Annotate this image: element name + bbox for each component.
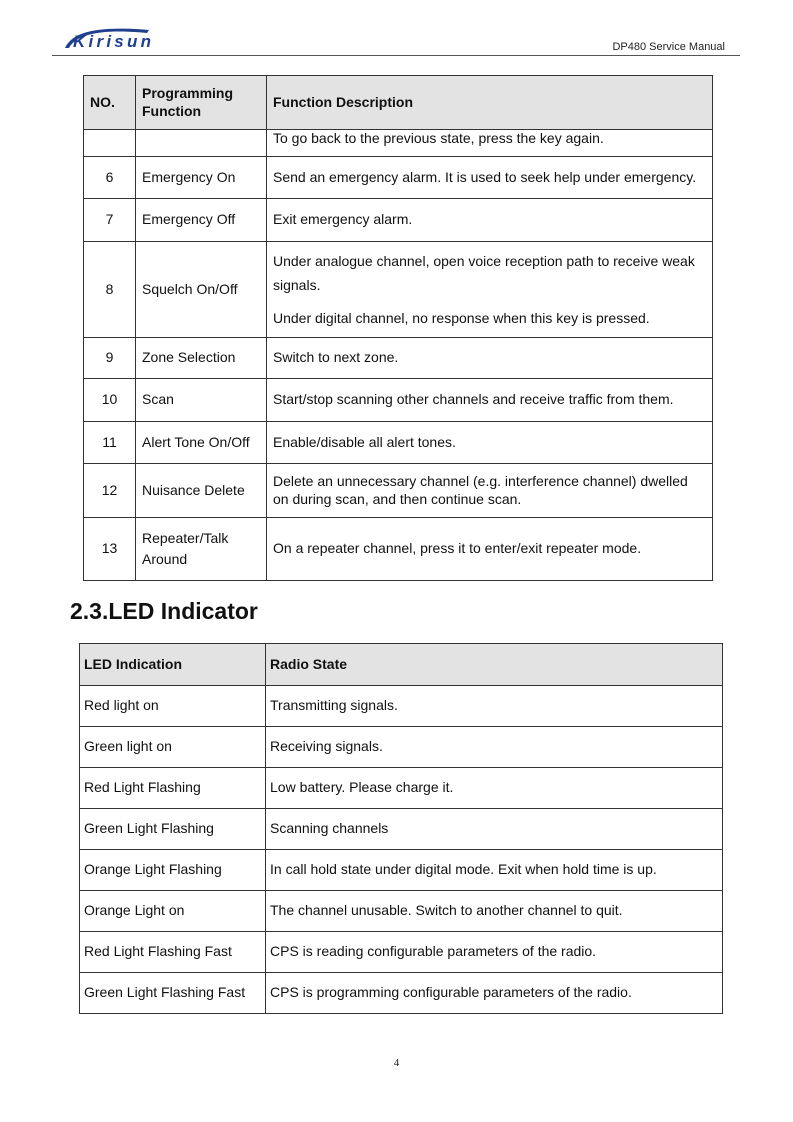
description-line: On a repeater channel, press it to enter/exit repeater mode. bbox=[273, 540, 642, 557]
cell-led-indication: Red Light Flashing bbox=[80, 768, 266, 809]
cell-description: To go back to the previous state, press the key again. bbox=[267, 130, 713, 157]
programming-function-table bbox=[83, 75, 713, 581]
cell-description bbox=[267, 379, 713, 422]
table-row bbox=[80, 686, 723, 727]
cell-function: Emergency Off bbox=[136, 199, 267, 242]
cell-description bbox=[267, 422, 713, 464]
cell-radio-state: Receiving signals. bbox=[266, 727, 723, 768]
cell-led-indication: Red Light Flashing Fast bbox=[80, 932, 266, 973]
table-row bbox=[84, 157, 713, 199]
description-line: Switch to next zone. bbox=[273, 349, 399, 366]
header-led-indication: LED Indication bbox=[80, 644, 266, 686]
table-header-row bbox=[84, 76, 713, 130]
page-number: 4 bbox=[393, 1057, 400, 1069]
table-row bbox=[80, 932, 723, 973]
description-line: Start/stop scanning other channels and receive traffic from them. bbox=[273, 391, 674, 408]
cell-radio-state: Low battery. Please charge it. bbox=[266, 768, 723, 809]
header-radio-state: Radio State bbox=[266, 644, 723, 686]
table-row bbox=[80, 727, 723, 768]
table-row bbox=[84, 242, 713, 338]
cell-no: 9 bbox=[84, 338, 136, 379]
description-line: Enable/disable all alert tones. bbox=[273, 433, 456, 450]
led-indicator-table bbox=[79, 643, 723, 1014]
cell-led-indication: Green Light Flashing bbox=[80, 809, 266, 850]
table-row bbox=[84, 199, 713, 242]
continuation-row bbox=[84, 130, 713, 157]
cell-function: Repeater/Talk Around bbox=[136, 518, 267, 581]
cell-no bbox=[84, 130, 136, 157]
description-line: Under analogue channel, open voice reception path to receive weak signals. bbox=[273, 253, 695, 293]
cell-no: 10 bbox=[84, 379, 136, 422]
cell-radio-state: CPS is reading configurable parameters of the radio. bbox=[266, 932, 723, 973]
cell-radio-state: CPS is programming configurable parameters of the radio. bbox=[266, 973, 723, 1014]
header-function: Programming Function bbox=[136, 76, 267, 130]
cell-no: 13 bbox=[84, 518, 136, 581]
table-row bbox=[84, 379, 713, 422]
section-title: 2.3.LED Indicator bbox=[70, 598, 258, 624]
cell-radio-state: The channel unusable. Switch to another channel to quit. bbox=[266, 891, 723, 932]
table-row bbox=[80, 891, 723, 932]
cell-function bbox=[136, 130, 267, 157]
table-row bbox=[84, 518, 713, 581]
cell-function: Emergency On bbox=[136, 157, 267, 199]
cell-led-indication: Red light on bbox=[80, 686, 266, 727]
cell-radio-state: Transmitting signals. bbox=[266, 686, 723, 727]
svg-text:Kirisun: Kirisun bbox=[73, 32, 151, 51]
cell-led-indication: Green light on bbox=[80, 727, 266, 768]
cell-led-indication: Green Light Flashing Fast bbox=[80, 973, 266, 1014]
cell-description bbox=[267, 242, 713, 338]
description-line: Delete an unnecessary channel (e.g. interference channel) dwelled on during scan, and then continue scan. bbox=[273, 473, 688, 507]
cell-no: 12 bbox=[84, 464, 136, 518]
cell-description bbox=[267, 518, 713, 581]
header-divider bbox=[52, 55, 740, 56]
table-row bbox=[84, 338, 713, 379]
cell-description bbox=[267, 199, 713, 242]
cell-no: 11 bbox=[84, 422, 136, 464]
cell-function: Alert Tone On/Off bbox=[136, 422, 267, 464]
table-header-row bbox=[80, 644, 723, 686]
table-row bbox=[80, 809, 723, 850]
cell-description bbox=[267, 464, 713, 518]
table-row bbox=[84, 464, 713, 518]
cell-no: 7 bbox=[84, 199, 136, 242]
table-row bbox=[80, 973, 723, 1014]
table-row bbox=[80, 850, 723, 891]
cell-description bbox=[267, 157, 713, 199]
kirisun-logo bbox=[63, 24, 155, 54]
manual-title: DP480 Service Manual bbox=[612, 41, 725, 53]
description-line: Under digital channel, no response when this key is pressed. bbox=[273, 310, 650, 326]
cell-function: Nuisance Delete bbox=[136, 464, 267, 518]
cell-radio-state: Scanning channels bbox=[266, 809, 723, 850]
description-line: Exit emergency alarm. bbox=[273, 211, 413, 228]
table-row bbox=[80, 768, 723, 809]
description-line: Send an emergency alarm. It is used to seek help under emergency. bbox=[273, 168, 697, 185]
table-row bbox=[84, 422, 713, 464]
cell-led-indication: Orange Light on bbox=[80, 891, 266, 932]
cell-no: 8 bbox=[84, 242, 136, 338]
cell-no: 6 bbox=[84, 157, 136, 199]
header-description: Function Description bbox=[267, 76, 713, 130]
cell-led-indication: Orange Light Flashing bbox=[80, 850, 266, 891]
cell-radio-state: In call hold state under digital mode. Exit when hold time is up. bbox=[266, 850, 723, 891]
cell-description bbox=[267, 338, 713, 379]
cell-function: Squelch On/Off bbox=[136, 242, 267, 338]
cell-function: Zone Selection bbox=[136, 338, 267, 379]
cell-function: Scan bbox=[136, 379, 267, 422]
header-no: NO. bbox=[84, 76, 136, 130]
